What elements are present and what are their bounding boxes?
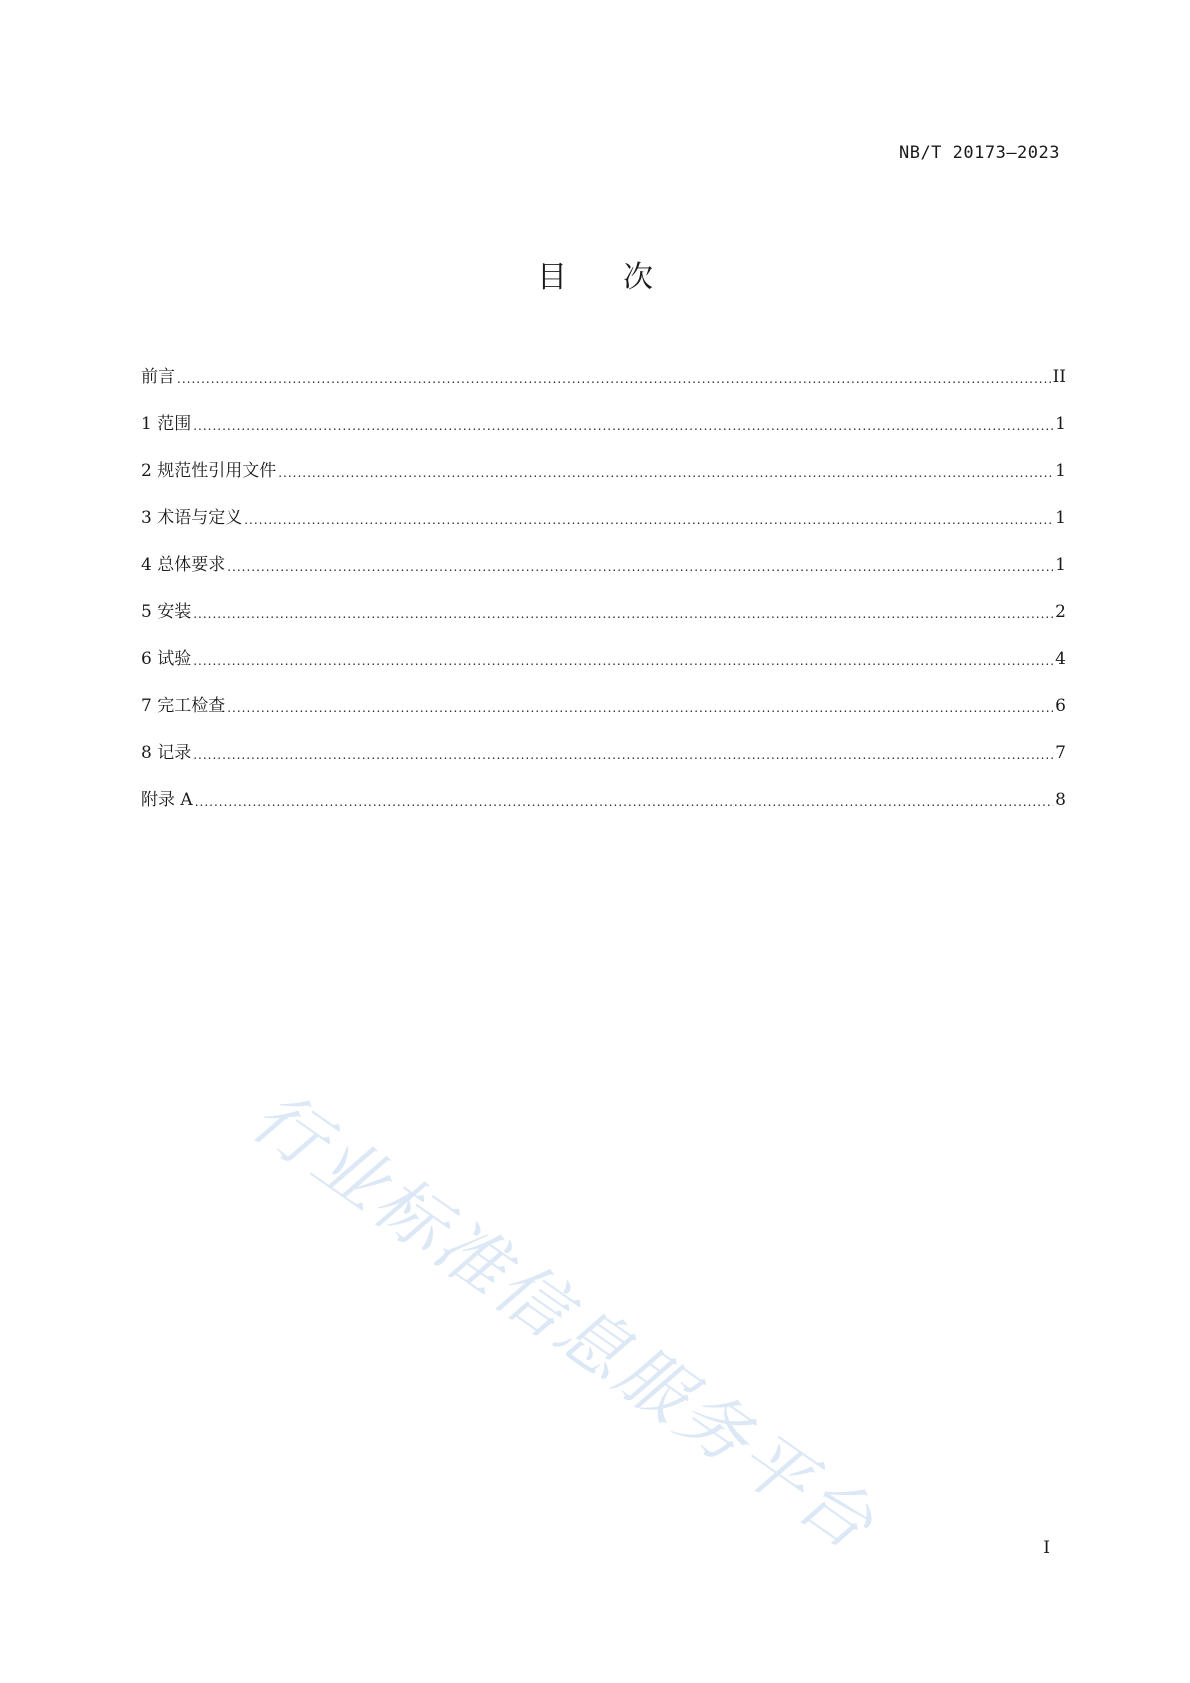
- toc-entry-terms[interactable]: [141, 507, 1066, 554]
- toc-entry-label: 2 规范性引用文件: [141, 461, 277, 481]
- toc-entry-label: 1 范围: [141, 414, 192, 434]
- toc-entry-page: II: [1052, 367, 1066, 387]
- toc-dot-leader: [227, 555, 1053, 577]
- toc-dot-leader: [193, 743, 1053, 765]
- toc-entry-testing[interactable]: [141, 648, 1066, 695]
- toc-entry-normative-references[interactable]: [141, 460, 1066, 507]
- toc-entry-completion-inspection[interactable]: [141, 695, 1066, 742]
- toc-entry-installation[interactable]: [141, 601, 1066, 648]
- page-number: I: [1043, 1538, 1050, 1558]
- toc-dot-leader: [193, 414, 1053, 436]
- toc-dot-leader: [227, 696, 1053, 718]
- toc-entry-appendix-a[interactable]: [141, 789, 1066, 836]
- toc-entry-page: 1: [1055, 414, 1066, 434]
- toc-dot-leader: [244, 508, 1053, 530]
- toc-dot-leader: [193, 649, 1053, 671]
- document-number: NB/T 20173—2023: [898, 143, 1060, 163]
- table-of-contents: [141, 366, 1066, 836]
- toc-dot-leader: [193, 602, 1053, 624]
- toc-entry-scope[interactable]: [141, 413, 1066, 460]
- toc-dot-leader: [278, 461, 1053, 483]
- toc-entry-page: 7: [1055, 743, 1066, 763]
- toc-entry-page: 1: [1055, 508, 1066, 528]
- toc-entry-page: 4: [1055, 649, 1066, 669]
- toc-entry-page: 1: [1055, 555, 1066, 575]
- toc-entry-label: 4 总体要求: [141, 555, 226, 575]
- toc-entry-foreword[interactable]: [141, 366, 1066, 413]
- toc-entry-page: 1: [1055, 461, 1066, 481]
- page-title: 目次: [537, 260, 709, 295]
- toc-dot-leader: [177, 367, 1051, 389]
- toc-entry-label: 6 试验: [141, 649, 192, 669]
- toc-entry-general-requirements[interactable]: [141, 554, 1066, 601]
- toc-entry-label: 附录 A: [141, 790, 193, 810]
- watermark: 行业标准信息服务平台: [237, 1075, 891, 1567]
- toc-entry-records[interactable]: [141, 742, 1066, 789]
- toc-entry-label: 3 术语与定义: [141, 508, 243, 528]
- toc-entry-label: 8 记录: [141, 743, 192, 763]
- toc-entry-page: 6: [1055, 696, 1066, 716]
- toc-entry-page: 2: [1055, 602, 1066, 622]
- toc-entry-label: 前言: [141, 367, 175, 387]
- toc-entry-label: 7 完工检查: [141, 696, 226, 716]
- toc-entry-label: 5 安装: [141, 602, 192, 622]
- toc-dot-leader: [195, 790, 1053, 812]
- toc-entry-page: 8: [1055, 790, 1066, 810]
